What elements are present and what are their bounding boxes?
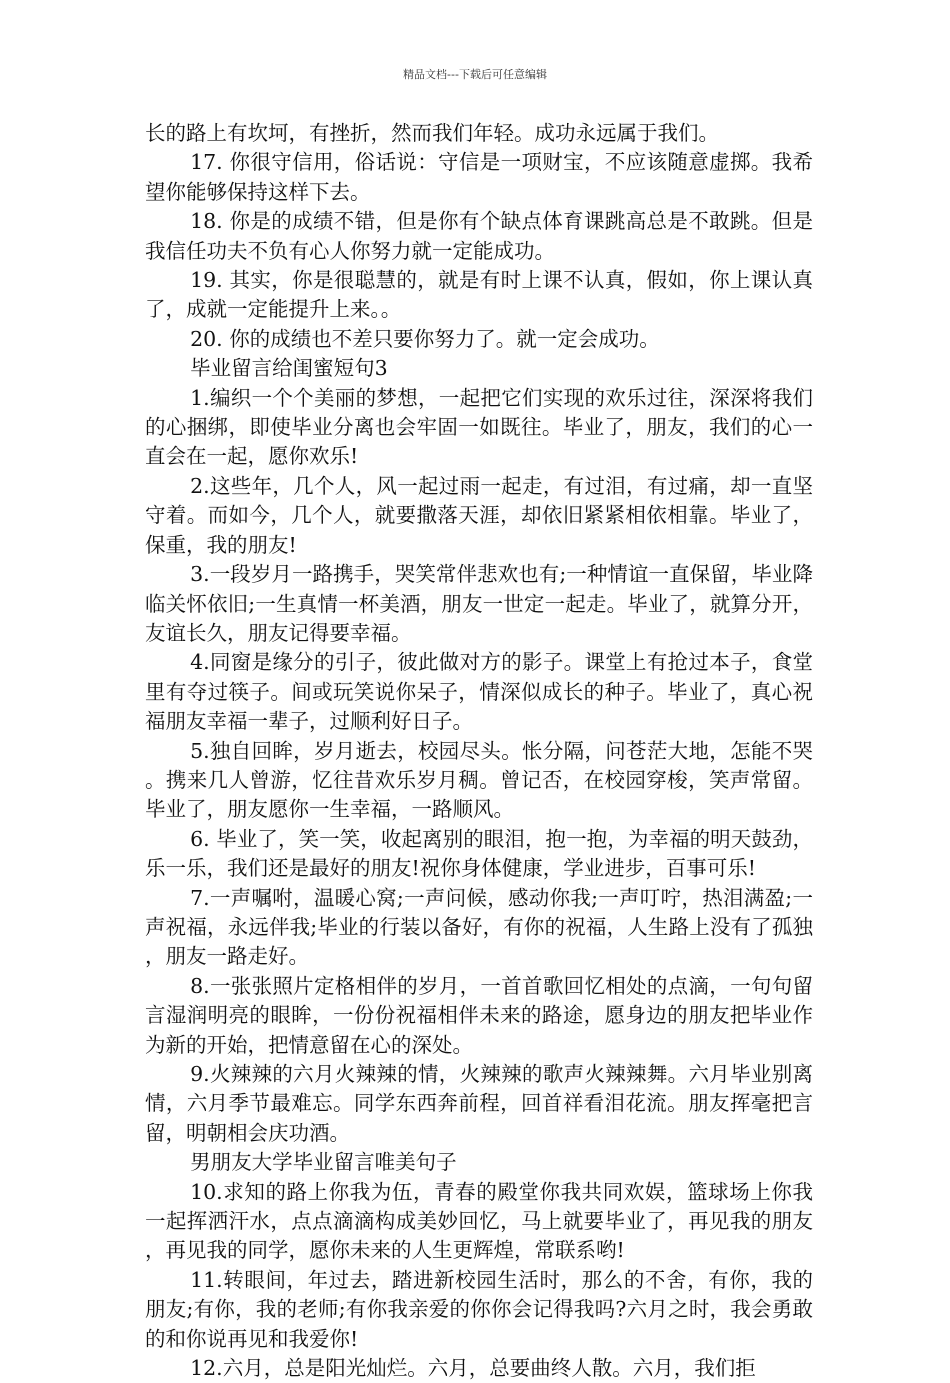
paragraph-item-2: 2.这些年，几个人，风一起过雨一起走，有过泪，有过痛，却一直坚守着。而如今，几个人，就要撒落天涯，却依旧紧紧相依相靠。毕业了，保重，我的朋友! [145,473,813,557]
paragraph-item-8: 8.一张张照片定格相伴的岁月，一首首歌回忆相处的点滴，一句句留言湿润明亮的眼眸，一份份祝福相伴未来的路途，愿身边的朋友把毕业作为新的开始，把情意留在心的深处。 [145,973,813,1057]
section-heading-2: 男朋友大学毕业留言唯美句子 [190,1150,457,1175]
paragraph-item-20: 20. 你的成绩也不差只要你努力了。就一定会成功。 [190,326,660,351]
paragraph-item-12: 12.六月，总是阳光灿烂。六月，总要曲终人散。六月，我们拒 [190,1356,756,1381]
paragraph-item-1: 1.编织一个个美丽的梦想，一起把它们实现的欢乐过往，深深将我们的心捆绑，即使毕业分离也会牢固一如既往。毕业了，朋友，我们的心一直会在一起，愿你欢乐! [145,385,813,469]
paragraph-continuation: 长的路上有坎坷，有挫折，然而我们年轻。成功永远属于我们。 [145,121,719,145]
paragraph-item-19: 19. 其实，你是很聪慧的，就是有时上课不认真，假如，你上课认真了，成就一定能提升上来。。 [145,268,813,322]
section-heading-1: 毕业留言给闺蜜短句3 [190,356,388,381]
paragraph-item-5: 5.独自回眸，岁月逝去，校园尽头。怅分隔，问苍茫大地，怎能不哭。携来几人曾游，忆往昔欢乐岁月稠。曾记否，在校园穿梭，笑声常留。毕业了，朋友愿你一生幸福，一路顺风。 [145,738,813,822]
paragraph-item-17: 17. 你很守信用，俗话说：守信是一项财宝，不应该随意虚掷。我希望你能够保持这样下去。 [145,150,813,204]
page-header: 精品文档---下载后可任意编辑 [403,68,547,81]
paragraph-item-9: 9.火辣辣的六月火辣辣的情，火辣辣的歌声火辣辣舞。六月毕业别离情，六月季节最难忘。同学东西奔前程，回首祥看泪花流。朋友挥毫把言留，明朝相会庆功酒。 [145,1062,813,1145]
paragraph-item-10: 10.求知的路上你我为伍，青春的殿堂你我共同欢娱，篮球场上你我一起挥洒汗水，点点滴滴构成美妙回忆，马上就要毕业了，再见我的朋友，再见我的同学，愿你未来的人生更辉煌，常联系哟! [145,1179,813,1263]
paragraph-item-4: 4.同窗是缘分的引子，彼此做对方的影子。课堂上有抢过本子，食堂里有夺过筷子。间或玩笑说你呆子，情深似成长的种子。毕业了，真心祝福朋友幸福一辈子，过顺利好日子。 [145,650,813,734]
paragraph-item-7: 7.一声嘱咐，温暖心窝;一声问候，感动你我;一声叮咛，热泪满盈;一声祝福，永远伴我;毕业的行装以备好，有你的祝福，人生路上没有了孤独，朋友一路走好。 [145,885,813,969]
paragraph-item-3: 3.一段岁月一路携手，哭笑常伴悲欢也有;一种情谊一直保留，毕业降临关怀依旧;一生真情一杯美酒，朋友一世定一起走。毕业了，就算分开，友谊长久，朋友记得要幸福。 [145,562,813,645]
paragraph-item-11: 11.转眼间，年过去，踏进新校园生活时，那么的不舍，有你，我的朋友;有你，我的老师;有你我亲爱的你你会记得我吗?六月之时，我会勇敢的和你说再见和我爱你! [145,1267,813,1351]
document-body [145,119,813,1383]
paragraph-item-18: 18. 你是的成绩不错，但是你有个缺点体育课跳高总是不敢跳。但是我信任功夫不负有心人你努力就一定能成功。 [145,209,813,263]
paragraph-item-6: 6. 毕业了，笑一笑，收起离别的眼泪，抱一抱，为幸福的明天鼓劲，乐一乐，我们还是最好的朋友!祝你身体健康，学业进步，百事可乐! [145,826,813,881]
